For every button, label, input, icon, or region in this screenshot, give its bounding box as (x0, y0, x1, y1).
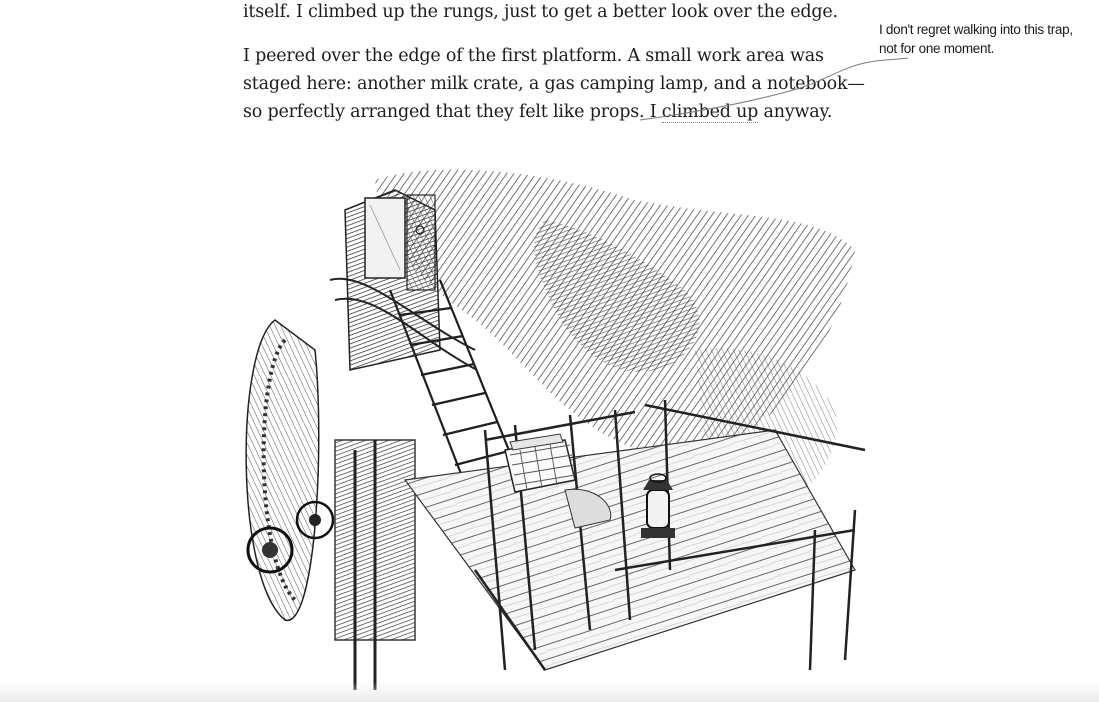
paragraph-line-1: I peered over the edge of the first platform. A small work area was (243, 46, 824, 66)
paragraph-line-2: staged here: another milk crate, a gas camping lamp, and a notebook— (243, 74, 865, 94)
margin-annotation-line-2: not for one moment. (879, 41, 995, 56)
annotated-phrase-link[interactable]: climbed up (661, 102, 759, 122)
cave-platform-illustration (215, 150, 875, 695)
margin-annotation-line-1: I don't regret walking into this trap, (879, 22, 1073, 37)
paragraph-intro-tail: itself. I climbed up the rungs, just to get a better look over the edge. (243, 2, 838, 22)
paragraph-platform (243, 42, 865, 126)
paragraph-line-3-end: anyway. (758, 102, 833, 122)
paragraph-line-3 (243, 98, 843, 126)
margin-annotation[interactable] (879, 20, 1094, 58)
page-bottom-fade (0, 682, 1099, 702)
paragraph-line-3-start: so perfectly arranged that they felt like props. I (243, 102, 662, 122)
